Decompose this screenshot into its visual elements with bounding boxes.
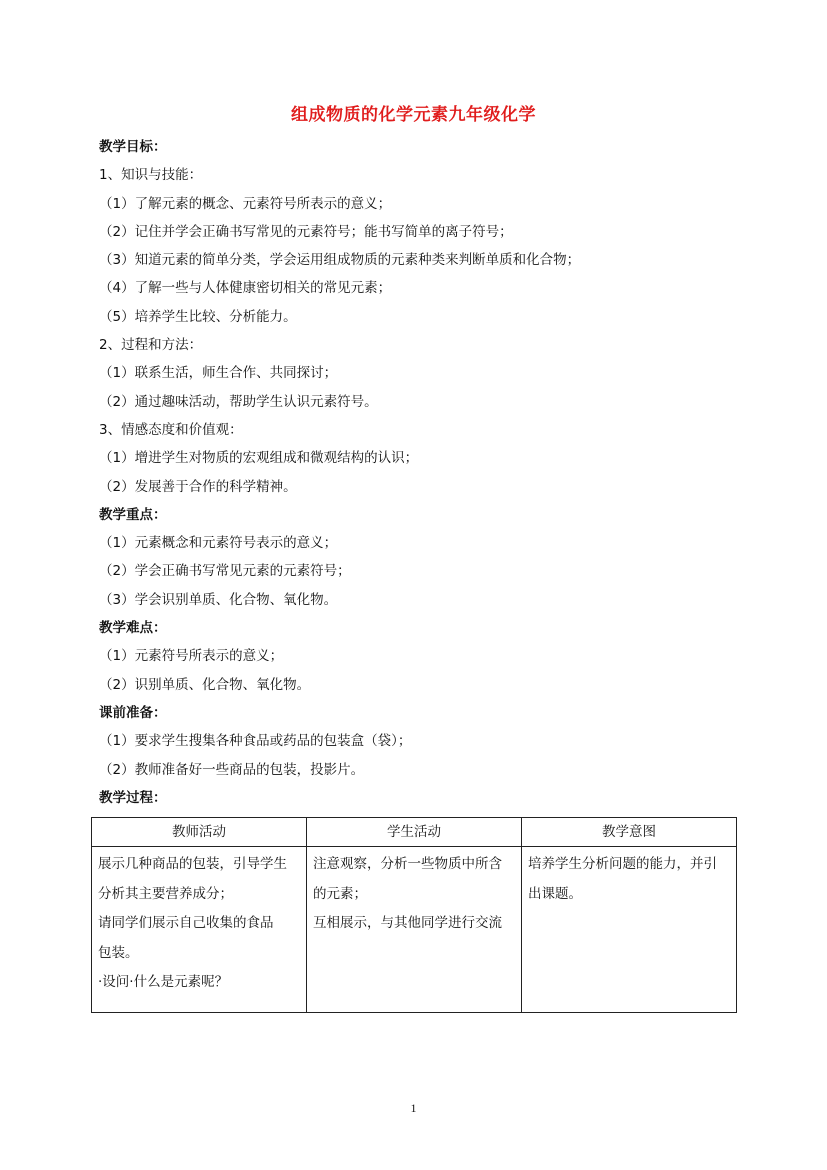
text-line: （3）学会识别单质、化合物、氧化物。 bbox=[99, 591, 338, 608]
text-line: （1）要求学生搜集各种食品或药品的包装盒（袋）； bbox=[99, 733, 412, 750]
text-line: （2）发展善于合作的科学精神。 bbox=[99, 478, 297, 495]
text-line: （2）教师准备好一些商品的包装，投影片。 bbox=[99, 761, 365, 778]
document-body bbox=[99, 133, 739, 812]
cell-text-line: 出课题。 bbox=[528, 885, 582, 902]
text-line: （1）联系生活，师生合作、共同探讨； bbox=[99, 365, 338, 382]
text-line: （2）记住并学会正确书写常见的元素符号；能书写简单的离子符号； bbox=[99, 223, 513, 240]
table-header-row bbox=[92, 818, 737, 847]
cell-text-line: 请同学们展示自己收集的食品 bbox=[98, 915, 274, 931]
text-line: （2）学会正确书写常见元素的元素符号； bbox=[99, 563, 351, 580]
teaching-intent-cell bbox=[522, 847, 737, 1013]
text-line: 3、情感态度和价值观： bbox=[99, 421, 243, 438]
text-line: 1、知识与技能： bbox=[99, 167, 203, 184]
section-heading: 教学过程： bbox=[99, 789, 167, 806]
text-line: （3）知道元素的简单分类，学会运用组成物质的元素种类来判断单质和化合物； bbox=[99, 252, 581, 269]
text-line: （1）增进学生对物质的宏观组成和微观结构的认识； bbox=[99, 450, 419, 467]
header-teaching-intent: 教学意图 bbox=[522, 818, 737, 847]
cell-text-line: 分析其主要营养成分； bbox=[98, 885, 233, 902]
text-line: （2）通过趣味活动，帮助学生认识元素符号。 bbox=[99, 393, 378, 410]
text-line: （4）了解一些与人体健康密切相关的常见元素； bbox=[99, 280, 392, 297]
text-line: （5）培养学生比较、分析能力。 bbox=[99, 308, 297, 325]
section-heading: 教学重点： bbox=[99, 506, 167, 523]
header-student-activity: 学生活动 bbox=[307, 818, 522, 847]
cell-text-line: ·设问·什么是元素呢？ bbox=[98, 974, 229, 990]
text-line: （1）元素概念和元素符号表示的意义； bbox=[99, 535, 338, 552]
table-row bbox=[92, 847, 737, 1013]
header-teacher-activity: 教师活动 bbox=[92, 818, 307, 847]
text-line: 2、过程和方法： bbox=[99, 337, 203, 354]
page-number: 1 bbox=[410, 1101, 417, 1115]
cell-text-line: 包装。 bbox=[98, 944, 139, 961]
text-line: （1）元素符号所表示的意义； bbox=[99, 648, 284, 665]
text-line: （1）了解元素的概念、元素符号所表示的意义； bbox=[99, 195, 392, 212]
cell-text-line: 互相展示，与其他同学进行交流 bbox=[313, 915, 502, 931]
student-activity-cell bbox=[307, 847, 522, 1013]
section-heading: 教学难点： bbox=[99, 620, 167, 637]
document-title: 组成物质的化学元素九年级化学 bbox=[291, 105, 536, 125]
text-line: （2）识别单质、化合物、氧化物。 bbox=[99, 676, 311, 693]
cell-text-line: 展示几种商品的包装，引导学生 bbox=[98, 856, 287, 872]
teacher-activity-cell bbox=[92, 847, 307, 1013]
cell-text-line: 培养学生分析问题的能力，并引 bbox=[528, 856, 717, 872]
teaching-process-table bbox=[91, 817, 737, 1013]
section-heading: 课前准备： bbox=[99, 704, 167, 721]
cell-text-line: 注意观察，分析一些物质中所含 bbox=[313, 856, 502, 872]
section-heading: 教学目标： bbox=[99, 139, 167, 155]
cell-text-line: 的元素； bbox=[313, 885, 367, 902]
